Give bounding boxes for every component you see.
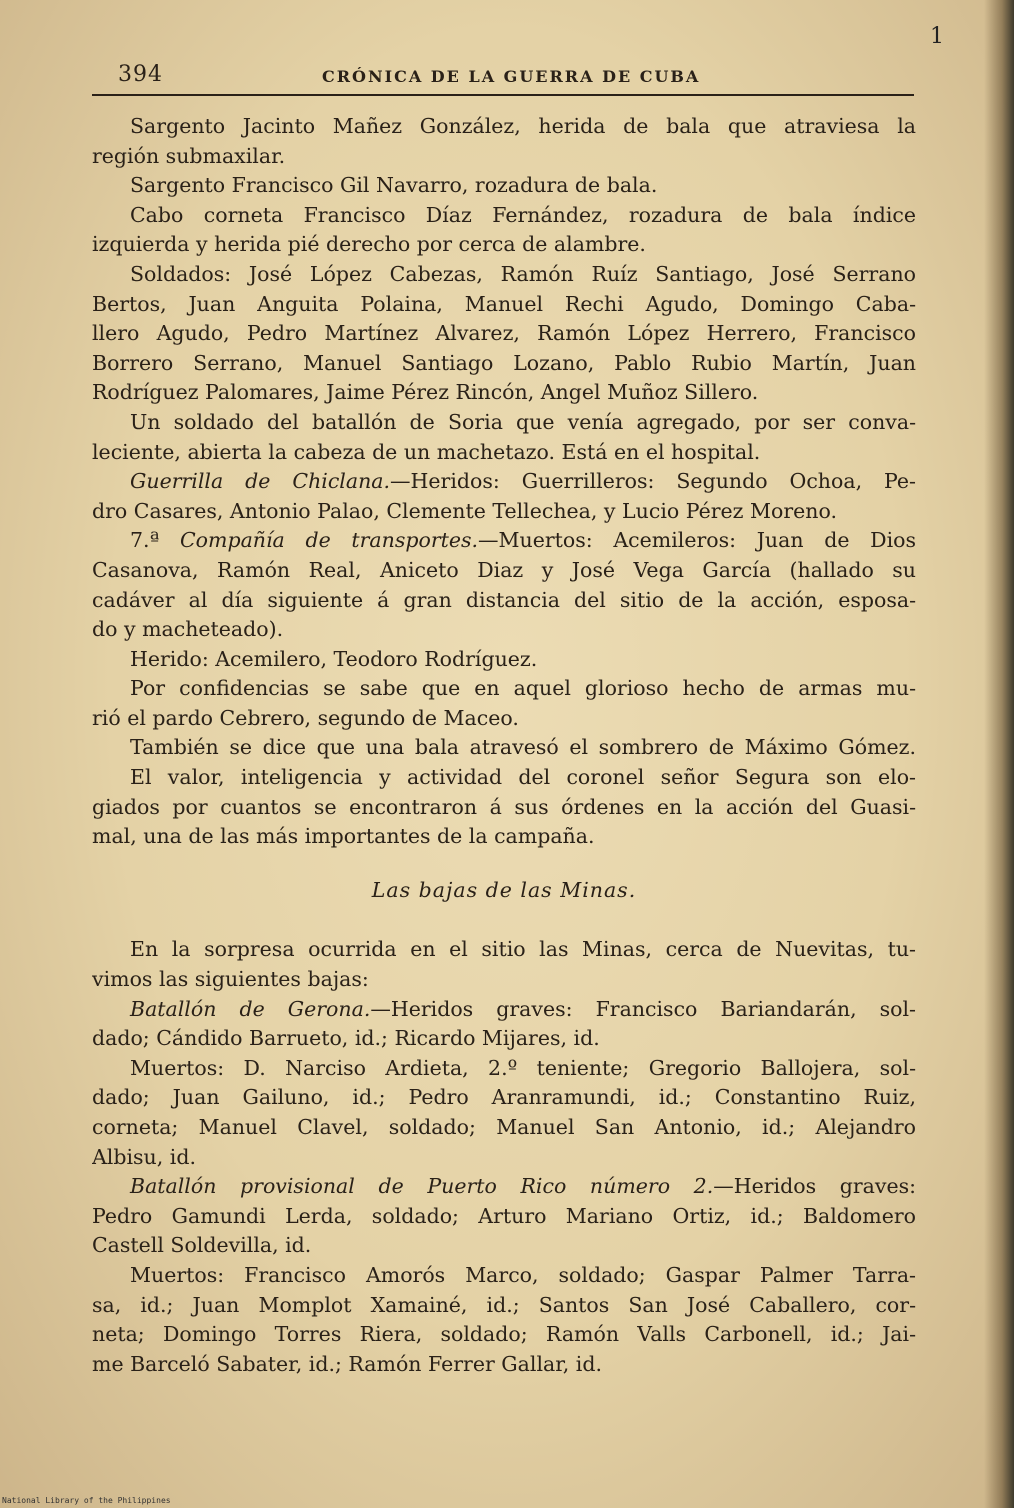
- library-credit: National Library of the Philippines: [2, 1496, 171, 1505]
- text-line: [92, 995, 916, 1025]
- text-line: También se dice que una bala atravesó el sombrero de Máximo Gómez.: [130, 735, 916, 760]
- text-line: Casanova, Ramón Real, Aniceto Diaz y José Vega García (hallado su: [92, 557, 916, 582]
- text-line: do y macheteado).: [92, 617, 284, 642]
- text-line: neta; Domingo Torres Riera, soldado; Ramón Valls Carbonell, id.; Jai-: [92, 1322, 916, 1347]
- page-number: 394: [118, 62, 163, 87]
- page-header: [92, 58, 914, 96]
- text-line: Sargento Francisco Gil Navarro, rozadura de bala.: [130, 173, 658, 198]
- text-line: giados por cuantos se encontraron á sus órdenes en la acción del Guasi-: [92, 794, 916, 819]
- text-line: me Barceló Sabater, id.; Ramón Ferrer Gallar, id.: [92, 1351, 602, 1376]
- text-line: Bertos, Juan Anguita Polaina, Manuel Rechi Agudo, Domingo Caba-: [92, 291, 916, 316]
- text-line: Cabo corneta Francisco Díaz Fernández, rozadura de bala índice: [130, 202, 916, 227]
- body-text: [92, 112, 916, 1379]
- text-line: En la sorpresa ocurrida en el sitio las Minas, cerca de Nuevitas, tu-: [130, 937, 916, 962]
- unit-name-gerona: Batallón de Gerona.: [130, 996, 371, 1021]
- text-line: vimos las siguientes bajas:: [92, 967, 369, 992]
- section-title: Las bajas de las Minas.: [371, 877, 637, 902]
- page-edge-shadow: [984, 0, 1014, 1508]
- corner-mark: 1: [930, 24, 944, 49]
- text-line: dado; Juan Gailuno, id.; Pedro Aranramundi, id.; Constantino Ruiz,: [92, 1085, 916, 1110]
- text-line: izquierda y herida pié derecho por cerca de alambre.: [92, 232, 646, 257]
- unit-name-transportes: Compañía de transportes.: [179, 528, 479, 553]
- text-line: mal, una de las más importantes de la campaña.: [92, 824, 595, 849]
- text-line: llero Agudo, Pedro Martínez Alvarez, Ramón López Herrero, Francisco: [92, 321, 916, 346]
- text-line: dado; Cándido Barrueto, id.; Ricardo Mijares, id.: [92, 1026, 600, 1051]
- text-line: Herido: Acemilero, Teodoro Rodríguez.: [130, 646, 538, 671]
- text-line: [92, 526, 916, 556]
- text-line: Muertos: D. Narciso Ardieta, 2.º teniente; Gregorio Ballojera, sol-: [130, 1055, 916, 1080]
- text-line: El valor, inteligencia y actividad del coronel señor Segura son elo-: [130, 765, 916, 790]
- text-segment: —Heridos graves:: [713, 1174, 916, 1199]
- text-line: corneta; Manuel Clavel, soldado; Manuel San Antonio, id.; Alejandro: [92, 1115, 916, 1139]
- text-line: rió el pardo Cebrero, segundo de Maceo.: [92, 705, 519, 730]
- text-segment: —Muertos: Acemileros: Juan de Dios: [478, 528, 916, 553]
- unit-name-puerto-rico: Batallón provisional de Puerto Rico número 2.: [130, 1174, 714, 1199]
- text-line: dro Casares, Antonio Palao, Clemente Tellechea, y Lucio Pérez Moreno.: [92, 498, 837, 523]
- text-line: Castell Soldevilla, id.: [92, 1233, 312, 1258]
- unit-number: 7.ª: [130, 528, 180, 553]
- text-line: Sargento Jacinto Mañez González, herida de bala que atraviesa la: [130, 114, 916, 138]
- text-line: Borrero Serrano, Manuel Santiago Lozano, Pablo Rubio Martín, Juan: [92, 350, 916, 375]
- text-line: Albisu, id.: [92, 1144, 196, 1169]
- text-line: sa, id.; Juan Momplot Xamainé, id.; Santos San José Caballero, cor-: [92, 1292, 916, 1317]
- text-line: Soldados: José López Cabezas, Ramón Ruíz Santiago, José Serrano: [130, 261, 916, 286]
- text-line: leciente, abierta la cabeza de un machetazo. Está en el hospital.: [92, 439, 761, 464]
- text-line: [92, 467, 916, 497]
- unit-name-chiclana: Guerrilla de Chiclana.: [130, 469, 391, 494]
- text-segment: —Heridos graves: Francisco Bariandarán, sol-: [370, 996, 916, 1021]
- running-title: CRÓNICA DE LA GUERRA DE CUBA: [322, 67, 701, 86]
- text-line: Pedro Gamundi Lerda, soldado; Arturo Mariano Ortiz, id.; Baldomero: [92, 1203, 916, 1228]
- text-line: región submaxilar.: [92, 143, 286, 168]
- text-line: Un soldado del batallón de Soria que venía agregado, por ser conva-: [130, 409, 916, 434]
- text-line: cadáver al día siguiente á gran distancia del sitio de la acción, esposa-: [92, 587, 916, 612]
- text-line: Por confidencias se sabe que en aquel glorioso hecho de armas mu-: [130, 676, 916, 701]
- text-line: Rodríguez Palomares, Jaime Pérez Rincón, Angel Muñoz Sillero.: [92, 380, 759, 405]
- text-line: Muertos: Francisco Amorós Marco, soldado; Gaspar Palmer Tarra-: [130, 1262, 916, 1287]
- text-segment: —Heridos: Guerrilleros: Segundo Ochoa, Pe-: [390, 469, 916, 494]
- text-line: [92, 1172, 916, 1202]
